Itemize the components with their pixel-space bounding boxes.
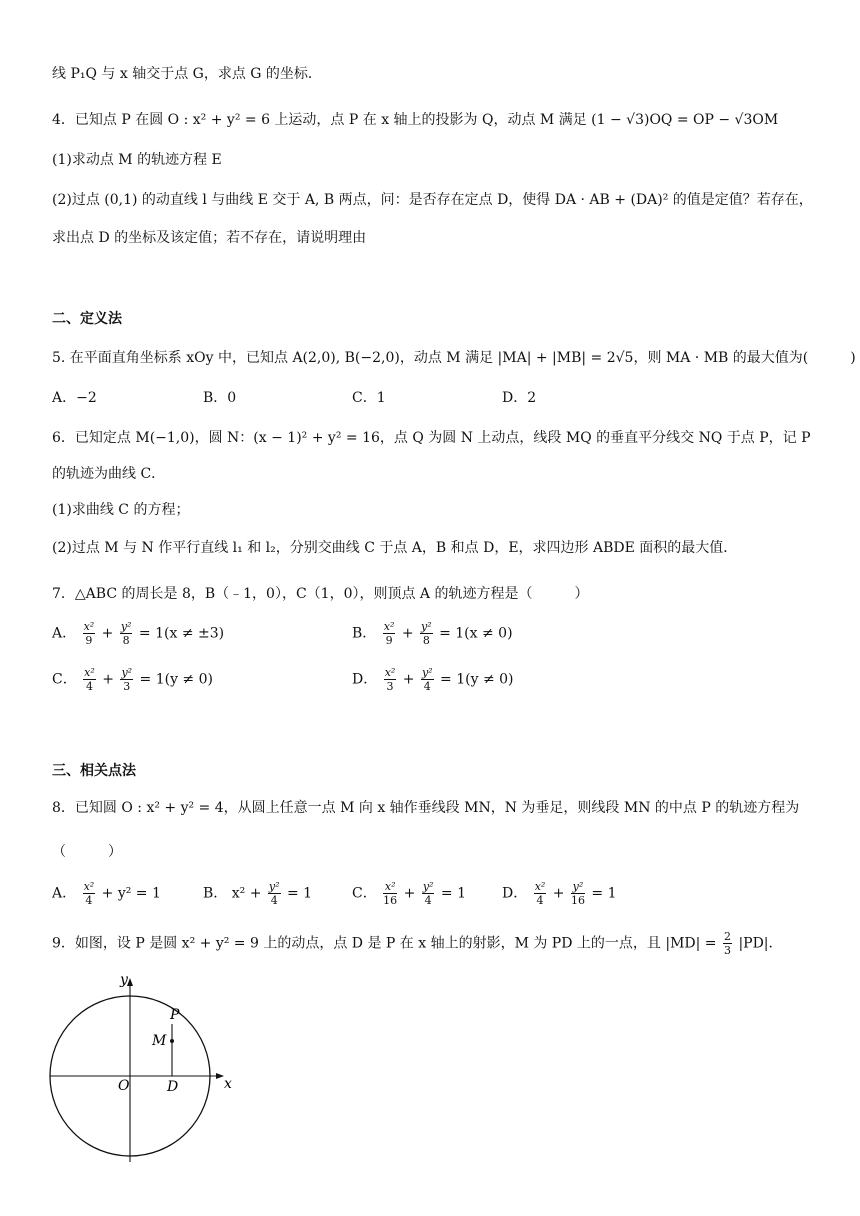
fraction: $\frac{\text{y²}}{16}$ xyxy=(570,880,585,907)
point-d-label: D xyxy=(167,1079,179,1095)
q8-option-a xyxy=(52,880,161,907)
q6-part1: (1)求曲线 C 的方程； xyxy=(52,502,190,518)
q9-stem-end: |PD|． xyxy=(738,935,783,952)
q5-option-c: C．1 xyxy=(352,390,386,406)
fraction: $\frac{\text{x²}}{3}$ xyxy=(384,666,396,693)
option-rest: + y² = 1 xyxy=(101,885,161,902)
q6-line2: 的轨迹为曲线 C． xyxy=(52,466,166,482)
option-condition: = 1(y ≠ 0) xyxy=(139,671,213,688)
fraction: $\frac{\text{x²}}{4}$ xyxy=(534,880,546,907)
fraction: $\frac{\text{x²}}{4}$ xyxy=(83,880,95,907)
fraction: $\frac{\text{y²}}{4}$ xyxy=(268,880,280,907)
option-rest: = 1 xyxy=(591,885,617,902)
option-prefix: x² + xyxy=(231,885,262,902)
point-p-label: P xyxy=(170,1007,180,1023)
option-label: D． xyxy=(352,671,378,688)
q9-stem xyxy=(52,930,783,957)
x-axis-label: x xyxy=(224,1076,232,1092)
fraction: $\frac{2}{3}$ xyxy=(723,930,731,957)
option-condition: = 1(y ≠ 0) xyxy=(440,671,514,688)
point-m-label: M xyxy=(152,1033,167,1049)
q5-option-d: D．2 xyxy=(502,390,537,406)
fraction: $\frac{\text{y²}}{4}$ xyxy=(421,666,433,693)
q4-part2-line1: (2)过点 (0,1) 的动直线 l 与曲线 E 交于 A, B 两点，问：是否存在定点 D，使得 DA · AB + (DA)² 的值是定值？若存在， xyxy=(52,192,813,208)
q4-part1: (1)求动点 M 的轨迹方程 E xyxy=(52,152,222,168)
q5-option-b: B．0 xyxy=(203,390,237,406)
fraction: $\frac{\text{x²}}{9}$ xyxy=(383,620,395,647)
fraction: $\frac{\text{x²}}{9}$ xyxy=(83,620,95,647)
fraction: $\frac{\text{y²}}{8}$ xyxy=(120,620,132,647)
option-rest: = 1 xyxy=(440,885,466,902)
q9-stem-text: 9．如图，设 P 是圆 x² + y² = 9 上的动点，点 D 是 P 在 x 轴上的射影，M 为 PD 上的一点，且 |MD| = xyxy=(52,935,717,952)
option-label: B． xyxy=(352,625,377,642)
x-axis-arrow xyxy=(216,1073,224,1079)
option-label: A． xyxy=(52,625,77,642)
section-heading-definition: 二、定义法 xyxy=(52,311,122,327)
option-condition: = 1(x ≠ ±3) xyxy=(138,625,225,642)
q5-option-a: A．−2 xyxy=(52,390,97,406)
q8-option-d: D． $\frac{\text{x²}}{4}$ + $\frac{\text{y²}}{16}$ = 1 xyxy=(502,880,617,907)
q6-line1: 6．已知定点 M(−1,0)，圆 N：(x − 1)² + y² = 16，点 Q 为圆 N 上动点，线段 MQ 的垂直平分线交 NQ 于点 P，记 P xyxy=(52,430,811,446)
q8-stem: 8．已知圆 O : x² + y² = 4，从圆上任意一点 M 向 x 轴作垂线段 MN，N 为垂足，则线段 MN 的中点 P 的轨迹方程为 xyxy=(52,800,800,816)
q7-option-c: C． $\frac{\text{x²}}{4}$ + $\frac{\text{y²}}{3}$ = 1(y ≠ 0) xyxy=(52,666,213,693)
q7-stem: 7．△ABC 的周长是 8，B（﹣1，0），C（1，0），则顶点 A 的轨迹方程是（ ） xyxy=(52,586,589,602)
q7-option-a: A． $\frac{\text{x²}}{9}$ + $\frac{\text{y²}}{8}$ = 1(x ≠ ±3) xyxy=(52,620,225,647)
fraction: $\frac{\text{y²}}{3}$ xyxy=(121,666,133,693)
option-label: D． xyxy=(502,885,528,902)
option-label: C． xyxy=(52,671,77,688)
section-heading-related-point: 三、相关点法 xyxy=(52,763,136,779)
circle-figure xyxy=(48,966,248,1166)
q8-option-c: C． $\frac{\text{x²}}{16}$ + $\frac{\text{y²}}{4}$ = 1 xyxy=(352,880,466,907)
q4-part2-line2: 求出点 D 的坐标及该定值；若不存在，请说明理由 xyxy=(52,230,367,246)
option-label: B． xyxy=(203,885,228,902)
q7-option-b: B． $\frac{\text{x²}}{9}$ + $\frac{\text{y²}}{8}$ = 1(x ≠ 0) xyxy=(352,620,513,647)
option-rest: = 1 xyxy=(286,885,313,902)
q7-option-d: D． $\frac{\text{x²}}{3}$ + $\frac{\text{y²}}{4}$ = 1(y ≠ 0) xyxy=(352,666,514,693)
point-m xyxy=(170,1039,174,1043)
q3-tail: 线 P₁Q 与 x 轴交于点 G，求点 G 的坐标． xyxy=(52,66,322,82)
q5-stem: 5. 在平面直角坐标系 xOy 中，已知点 A(2,0), B(−2,0)，动点 M 满足 |MA| + |MB| = 2√5，则 MA · MB 的最大值为( ) xyxy=(52,350,856,366)
origin-label: O xyxy=(118,1078,130,1094)
q4-stem: 4．已知点 P 在圆 O : x² + y² = 6 上运动，点 P 在 x 轴上的投影为 Q，动点 M 满足 (1 − √3)OQ = OP − √3OM xyxy=(52,112,779,128)
option-condition: = 1(x ≠ 0) xyxy=(439,625,513,642)
option-label: A． xyxy=(52,885,77,902)
y-axis-label: y xyxy=(120,972,128,988)
q8-option-b xyxy=(203,880,312,907)
fraction: $\frac{\text{x²}}{4}$ xyxy=(84,666,95,693)
fraction: $\frac{\text{y²}}{8}$ xyxy=(421,620,432,647)
q6-part2: (2)过点 M 与 N 作平行直线 l₁ 和 l₂，分别交曲线 C 于点 A，B 和点 D，E，求四边形 ABDE 面积的最大值． xyxy=(52,540,738,556)
fraction: $\frac{\text{y²}}{4}$ xyxy=(422,880,434,907)
fraction: $\frac{\text{x²}}{16}$ xyxy=(383,880,398,907)
option-label: C． xyxy=(352,885,377,902)
q8-paren: （ ） xyxy=(52,844,122,860)
